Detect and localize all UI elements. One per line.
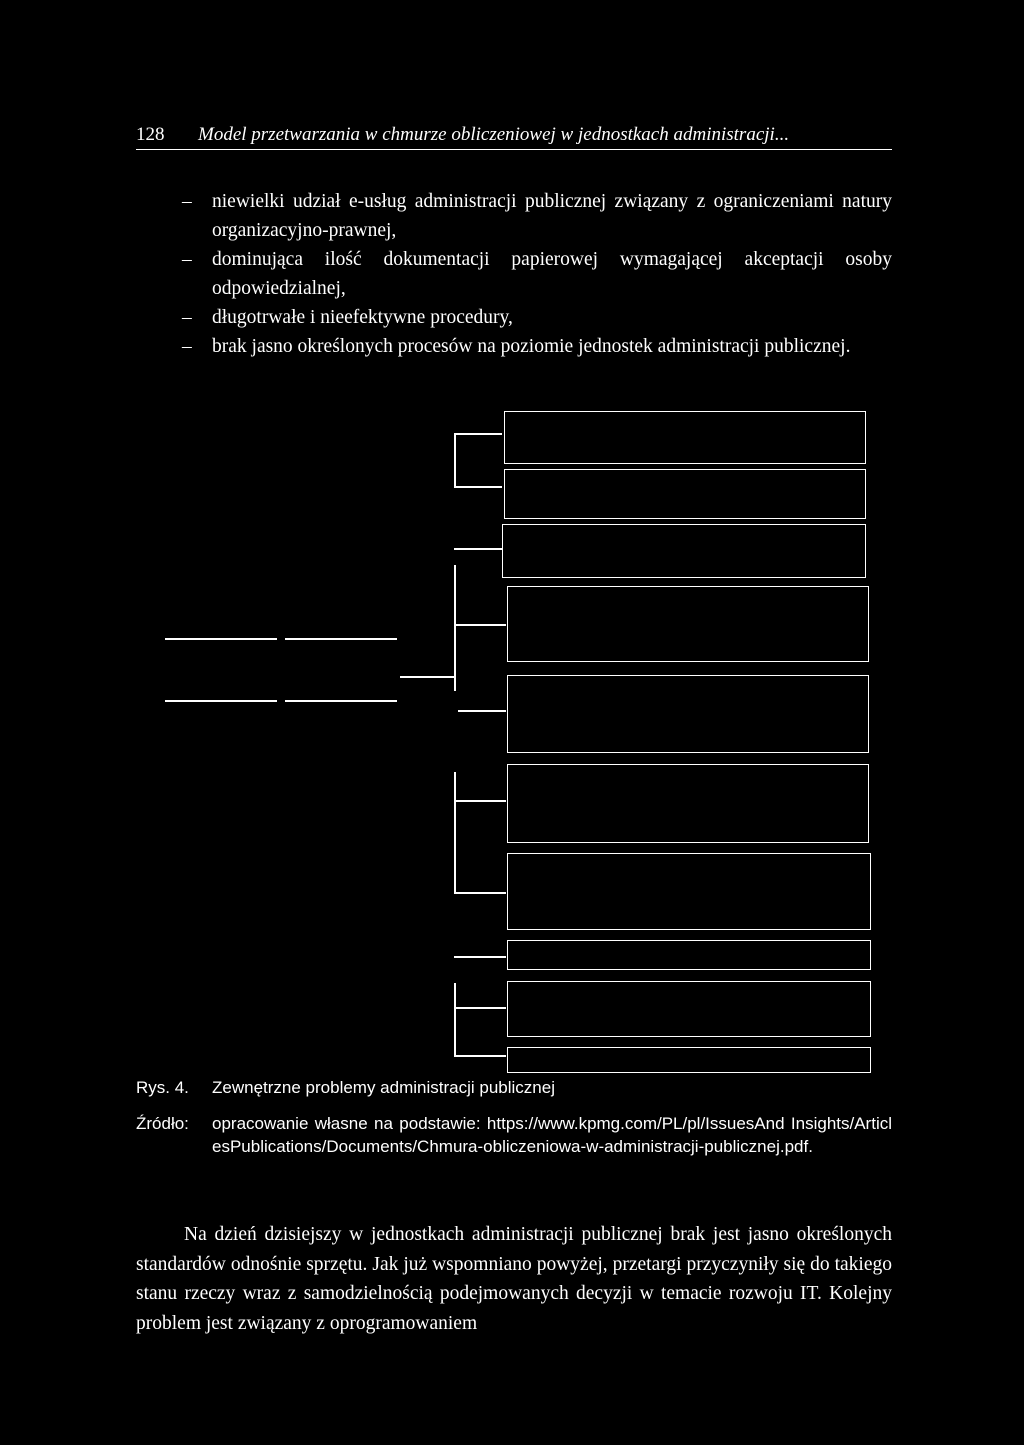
problem-box — [507, 981, 871, 1037]
list-dash: – — [182, 336, 192, 357]
root-node-top-line — [165, 638, 277, 640]
list-item-text: długotrwałe i nieefektywne procedury, — [212, 307, 513, 328]
list-dash: – — [182, 191, 192, 212]
bracket-branch — [454, 433, 502, 435]
source-label: Źródło: — [136, 1114, 189, 1133]
bracket-branch — [454, 1007, 506, 1009]
bracket-branch — [454, 956, 506, 958]
source-text: opracowanie własne na podstawie: https://www.kpmg.com/PL/pl/IssuesAnd Insights/ArticlesPublications/Documents/Chmura-obliczeniowa-w-administracji-publicznej.pdf. — [212, 1114, 892, 1156]
problem-box — [507, 764, 869, 843]
page-number: 128 — [136, 124, 165, 145]
figure-label: Rys. 4. — [136, 1078, 189, 1097]
problem-box — [502, 524, 866, 578]
bracket-branch — [454, 800, 506, 802]
problem-box — [504, 469, 866, 519]
bracket-branch — [454, 624, 506, 626]
bracket-vertical — [454, 565, 456, 691]
list-item — [182, 245, 892, 303]
list-dash: – — [182, 249, 192, 270]
problem-list — [182, 187, 892, 361]
list-item-text: niewielki udział e-usług administracji publicznej związany z ograniczeniami natury organizacyjno-prawnej, — [212, 191, 892, 241]
figure-caption — [136, 1076, 555, 1100]
problem-box — [507, 940, 871, 970]
list-item-text: dominująca ilość dokumentacji papierowej wymagającej akceptacji osoby odpowiedzialnej, — [212, 249, 892, 299]
bracket-branch — [454, 892, 506, 894]
bracket-branch — [454, 548, 502, 550]
root-node-top-line — [285, 638, 397, 640]
bracket-vertical — [454, 772, 456, 894]
problem-box — [507, 586, 869, 662]
list-item — [182, 332, 892, 361]
root-node-bottom-line — [165, 700, 277, 702]
root-node-bottom-line — [285, 700, 397, 702]
bracket-branch — [458, 710, 506, 712]
figure-source — [136, 1112, 892, 1158]
list-dash: – — [182, 307, 192, 328]
list-item-text: brak jasno określonych procesów na poziomie jednostek administracji publicznej. — [212, 336, 851, 357]
bracket-branch — [454, 1055, 506, 1057]
root-connector — [400, 676, 454, 678]
problem-box — [507, 675, 869, 753]
bracket-vertical — [454, 433, 456, 487]
bracket-branch — [454, 486, 502, 488]
problem-box — [507, 1047, 871, 1073]
running-header — [136, 122, 892, 150]
list-item — [182, 187, 892, 245]
problem-box — [504, 411, 866, 464]
problem-box — [507, 853, 871, 930]
bracket-vertical — [454, 983, 456, 1057]
running-title: Model przetwarzania w chmurze obliczeniowej w jednostkach administracji... — [198, 124, 790, 145]
body-paragraph: Na dzień dzisiejszy w jednostkach administracji publicznej brak jest jasno określonych standardów odnośnie sprzętu. Jak już wspomniano powyżej, przetargi przyczyniły się do takiego stanu rzeczy wraz z samodzielnością podejmowanych decyzji w temacie rozwoju IT. Kolejny problem jest związany z oprogramowaniem — [136, 1224, 892, 1334]
list-item — [182, 303, 892, 332]
figure-caption-text: Zewnętrzne problemy administracji publicznej — [212, 1078, 555, 1097]
